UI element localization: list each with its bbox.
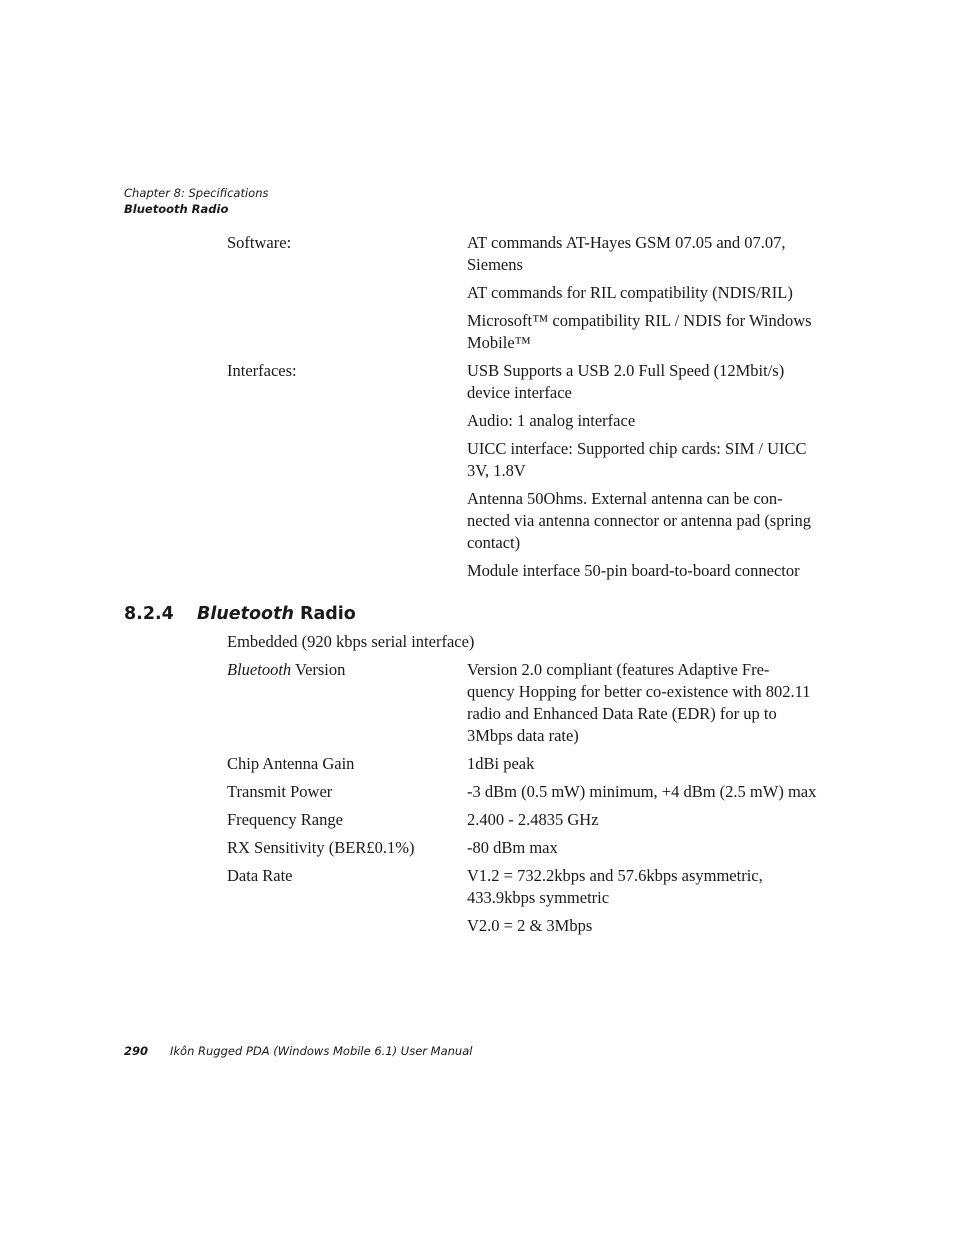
section-title-rest: Radio [293,604,356,624]
spec-row [0,560,954,582]
spec-value: -80 dBm max [467,838,558,857]
spec-row [0,753,954,775]
spec-value: USB Supports a USB 2.0 Full Speed (12Mbit/s) device interface [467,361,785,402]
spec-row [0,410,954,432]
spec-row [0,232,954,276]
spec-label: Software: [227,233,292,252]
spec-value: AT commands AT-Hayes GSM 07.05 and 07.07, Siemens [467,233,786,274]
manual-title: Ikôn Rugged PDA (Windows Mobile 6.1) User Manual [170,1044,473,1058]
spec-label [227,659,457,681]
spec-row [0,837,954,859]
spec-value: -3 dBm (0.5 mW) minimum, +4 dBm (2.5 mW) max [467,782,817,801]
spec-value: V2.0 = 2 & 3Mbps [467,916,593,935]
spec-label-text: Version [291,660,346,679]
spec-label: Interfaces: [227,361,297,380]
spec-row [0,865,954,909]
spec-label [227,809,457,831]
spec-value: UICC interface: Supported chip cards: SIM / UICC 3V, 1.8V [467,439,807,480]
spec-label-italic: Bluetooth [227,660,292,679]
section-intro: Embedded (920 kbps serial interface) [227,632,475,651]
spec-label-text: Frequency Range [227,810,343,829]
spec-row [0,915,954,937]
spec-row [0,282,954,304]
spec-row [0,781,954,803]
spec-table-top [0,232,954,582]
spec-label [227,753,457,775]
spec-label [227,837,457,859]
spec-row [0,310,954,354]
section-running-title: Bluetooth Radio [124,202,229,216]
spec-table-bluetooth [0,659,954,937]
spec-value: Version 2.0 compliant (features Adaptive Fre-quency Hopping for better co-existence with 802.11 radio and Enhanced Data Rate (EDR) for up to 3Mbps data rate) [467,660,811,745]
spec-row [0,809,954,831]
spec-value: Module interface 50-pin board-to-board connector [467,561,800,580]
spec-row [0,659,954,747]
section-number: 8.2.4 [124,604,174,624]
spec-row [0,488,954,554]
spec-value: V1.2 = 732.2kbps and 57.6kbps asymmetric, 433.9kbps symmetric [467,866,763,907]
spec-value: 2.400 - 2.4835 GHz [467,810,599,829]
chapter-title: Chapter 8: Specifications [124,186,269,200]
spec-label-text: Chip Antenna Gain [227,754,355,773]
spec-row [0,360,954,404]
spec-value: Antenna 50Ohms. External antenna can be con-nected via antenna connector or antenna pad (spring contact) [467,489,812,552]
spec-label-text: Data Rate [227,866,293,885]
page-number: 290 [124,1044,149,1058]
spec-label-text: RX Sensitivity (BER£0.1%) [227,838,415,857]
section-heading [124,603,356,625]
page-footer [124,1043,472,1059]
running-head [124,185,269,217]
spec-label-text: Transmit Power [227,782,333,801]
spec-label [227,865,457,887]
spec-value: AT commands for RIL compatibility (NDIS/RIL) [467,283,793,302]
section-title-italic: Bluetooth [197,604,294,624]
spec-value: Microsoft™ compatibility RIL / NDIS for Windows Mobile™ [467,311,812,352]
spec-value: 1dBi peak [467,754,535,773]
spec-value: Audio: 1 analog interface [467,411,636,430]
spec-label [227,781,457,803]
spec-row [0,438,954,482]
